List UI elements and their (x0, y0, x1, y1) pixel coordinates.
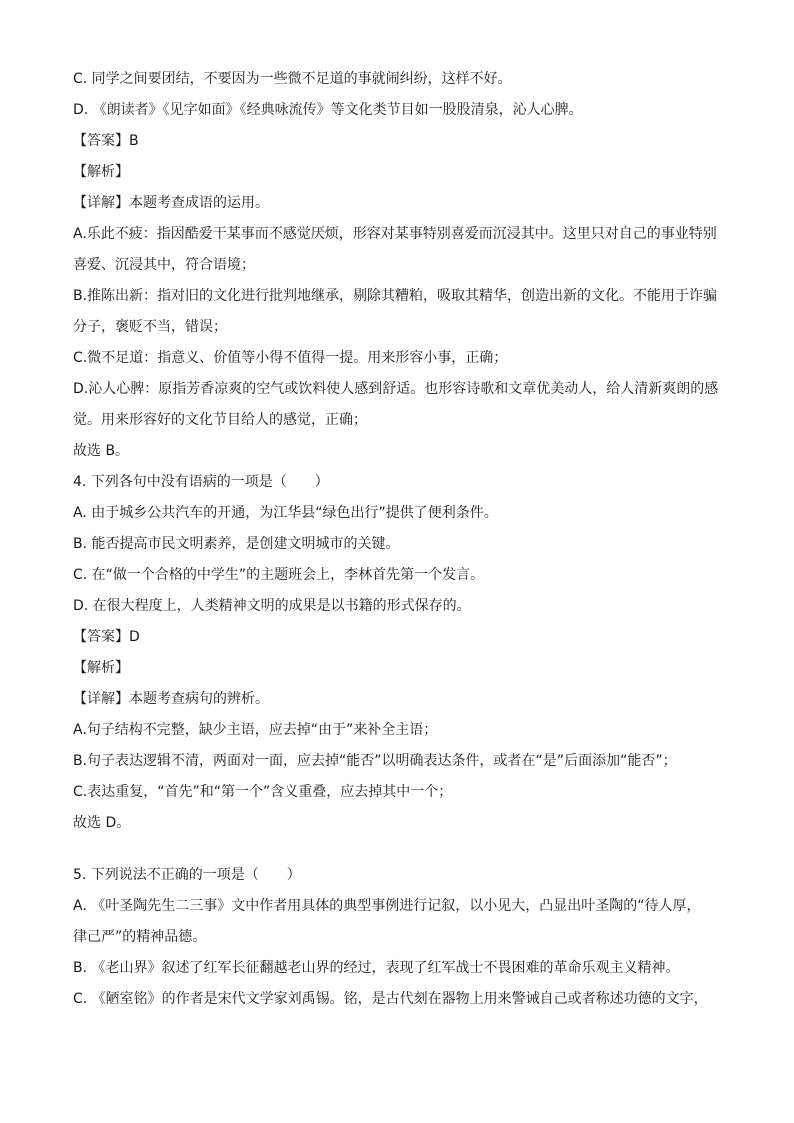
q3-explain-c: C.微不足道：指意义、价值等小得不值得一提。用来形容小事，正确； (73, 350, 508, 366)
q3-explain-d-1: D.沁人心脾：原指芳香凉爽的空气或饮料使人感到舒适。也形容诗歌和文章优美动人，给人清新爽朗的感 (73, 381, 719, 397)
q4-detail: 【详解】本题考查病句的辨析。 (73, 691, 269, 707)
q3-answer: 【答案】B (73, 133, 139, 149)
q3-option-d: D. 《朗读者》《见字如面》《经典咏流传》等文化类节目如一股股清泉，沁人心脾。 (73, 102, 583, 118)
q3-analysis-heading: 【解析】 (73, 164, 129, 180)
q4-analysis-heading: 【解析】 (73, 660, 129, 676)
document-body (73, 64, 733, 1015)
q5-option-a-1: A. 《叶圣陶先生二三事》文中作者用具体的典型事例进行记叙，以小见大，凸显出叶圣陶的“待人厚， (73, 898, 701, 914)
q4-explain-a: A.句子结构不完整，缺少主语，应去掉“由于”来补全主语； (73, 722, 438, 738)
q3-detail: 【详解】本题考查成语的运用。 (73, 195, 269, 211)
q4-stem: 4. 下列各句中没有语病的一项是（ ） (73, 474, 329, 490)
q4-option-c: C. 在“做一个合格的中学生”的主题班会上，李林首先第一个发言。 (73, 567, 485, 583)
q4-option-a: A. 由于城乡公共汽车的开通，为江华县“绿色出行”提供了便利条件。 (73, 505, 498, 521)
q4-conclusion: 故选 D。 (73, 815, 131, 831)
q3-explain-a-1: A.乐此不疲：指因酷爱干某事而不感觉厌烦，形容对某事特别喜爱而沉浸其中。这里只对自己的事业特别 (73, 226, 717, 242)
q4-answer: 【答案】D (73, 629, 140, 645)
q5-stem: 5. 下列说法不正确的一项是（ ） (73, 867, 301, 883)
q5-option-b: B. 《老山界》叙述了红军长征翻越老山界的经过，表现了红军战士不畏困难的革命乐观主义精神。 (73, 960, 680, 976)
q3-option-c: C. 同学之间要团结，不要因为一些微不足道的事就闹纠纷，这样不好。 (73, 71, 512, 87)
q5-option-a-2: 律己严”的精神品德。 (73, 929, 207, 945)
q5-option-c-1: C. 《陋室铭》的作者是宋代文学家刘禹锡。铭，是古代刻在器物上用来警诫自己或者称述功德的文字， (73, 991, 708, 1007)
q3-explain-a-2: 喜爱、沉浸其中，符合语境； (73, 257, 255, 273)
q3-explain-d-2: 觉。用来形容好的文化节目给人的感觉，正确； (73, 412, 367, 428)
q3-explain-b-1: B.推陈出新：指对旧的文化进行批判地继承，剔除其糟粕，吸取其精华，创造出新的文化。不能用于诈骗 (73, 288, 718, 304)
q4-option-b: B. 能否提高市民文明素养，是创建文明城市的关键。 (73, 536, 400, 552)
q3-conclusion: 故选 B。 (73, 443, 130, 459)
q4-explain-c: C.表达重复，“首先”和“第一个”含义重叠，应去掉其中一个； (73, 784, 453, 800)
section-gap (73, 839, 733, 860)
q3-explain-b-2: 分子，褒贬不当，错误； (73, 319, 227, 335)
q4-option-d: D. 在很大程度上，人类精神文明的成果是以书籍的形式保存的。 (73, 598, 471, 614)
q4-explain-b: B.句子表达逻辑不清，两面对一面，应去掉“能否”以明确表达条件，或者在“是”后面添加“能否”； (73, 753, 677, 769)
